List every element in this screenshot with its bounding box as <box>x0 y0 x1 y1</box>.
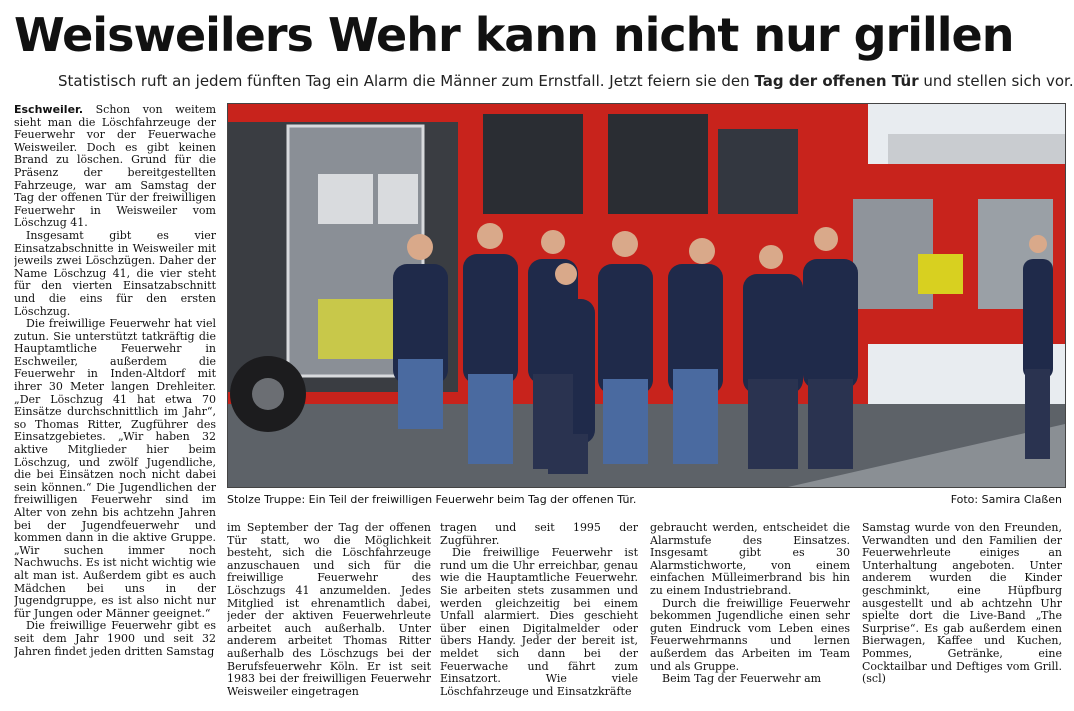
subheadline-text: Statistisch ruft an jedem fünften Tag ein Alarm die Männer zum Ernstfall. Jetzt feiern sie den <box>58 72 755 90</box>
paragraph: Samstag wurde von den Freunden, Verwandten und den Familien der Feuerwehrleute einiges an Unterhaltung angeboten. Unter anderem wurden die Kinder geschminkt, eine Hüpfburg ausgestellt und ab achtzehn Uhr spielte dort die Live-Band „The Surprise“. Es gab außerdem einen Bierwagen, Kaffee und Kuchen, Pommes, Getränke, eine Cocktailbar und Deftiges vom Grill. (scl) <box>862 522 1062 686</box>
subheadline <box>58 70 1074 92</box>
paragraph: Die freiwillige Feuerwehr hat viel zutun. Sie unterstützt tatkräftig die Hauptamtliche Feuerwehr in Eschweiler, außerdem die Feuerwehr in Inden-Altdorf mit ihrer 30 Meter langen Drehleiter. „Der Löschzug 41 hat etwa 70 Einsätze durchschnittlich im Jahr“, so Thomas Ritter, Zugführer des Einsatzgebietes. „Wir haben 32 aktive Mitglieder hier beim Löschzug, und zwölf Jugendliche, die bei Einsätzen noch nicht dabei sein können.“ Die Jugendlichen der freiwilligen Feuerwehr sind im Alter von zehn bis achtzehn Jahren bei der Jugendfeuerwehr und kommen dann in die aktive Gruppe. „Wir suchen immer noch Nachwuchs. Es ist nicht wichtig wie alt man ist. Außerdem gibt es auch Mädchen bei uns in der Jugendgruppe, es ist also nicht nur für Jungen oder Männer geeignet.“ <box>14 317 216 620</box>
paragraph: Die freiwillige Feuerwehr gibt es seit dem Jahr 1900 und seit 32 Jahren findet jeden dritten Samstag <box>14 619 216 658</box>
paragraph: tragen und seit 1995 der Zugführer. <box>440 522 638 547</box>
paragraph: im September der Tag der offenen Tür statt, wo die Möglichkeit besteht, sich die Löschfahrzeuge anzuschauen und sich für die freiwillige Feuerwehr des Löschzugs 41 anzumelden. Jedes Mitglied ist ehrenamtlich dabei, jeder der aktiven Feuerwehrleute arbeitet auch außerhalb. Unter anderem arbeitet Thomas Ritter außerhalb des Löschzugs bei der Berufsfeuerwehr Köln. Er ist seit 1983 bei der freiwilligen Feuerwehr Weisweiler eingetragen <box>227 522 431 698</box>
article-column-5 <box>862 522 1062 708</box>
paragraph: gebraucht werden, entscheidet die Alarmstufe des Einsatzes. Insgesamt gibt es 30 Alarmstichworte, von einem einfachen Mülleimerbrand bis hin zu einem Industriebrand. <box>650 522 850 597</box>
paragraph <box>14 104 216 230</box>
firefighters-photo <box>227 103 1066 488</box>
subheadline-bold: Tag der offenen Tür <box>754 72 919 90</box>
photo-caption: Stolze Truppe: Ein Teil der freiwilligen Feuerwehr beim Tag der offenen Tür. <box>227 493 637 506</box>
paragraph: Die freiwillige Feuerwehr ist rund um die Uhr erreichbar, genau wie die Hauptamtliche Feuerwehr. Sie arbeiten stets zusammen und werden gleichzeitig bei einem Unfall alarmiert. Dies geschieht über einen Digitalmelder oder übers Handy. Jeder der bereit ist, meldet sich dann bei der Feuerwache und fährt zum Einsatzort. Wie viele Löschfahrzeuge und Einsatzkräfte <box>440 546 638 698</box>
photo-caption-row <box>227 493 1062 507</box>
paragraph: Insgesamt gibt es vier Einsatzabschnitte in Weisweiler mit jeweils zwei Löschzügen. Daher der Name Löschzug 41, die vier steht für den vierten Einsatzabschnitt und die eins für den ersten Löschzug. <box>14 228 216 318</box>
article-column-4 <box>650 522 850 708</box>
article-column-2 <box>227 522 431 708</box>
photo-illustration <box>228 104 1065 487</box>
article-column-1 <box>14 104 216 708</box>
paragraph: Durch die freiwillige Feuerwehr bekommen Jugendliche einen sehr guten Eindruck vom Leben eines Feuerwehrmanns und lernen außerdem das Arbeiten im Team und als Gruppe. <box>650 596 850 673</box>
subheadline-text-end: und stellen sich vor. <box>918 72 1074 90</box>
paragraph: Beim Tag der Feuerwehr am <box>662 672 822 686</box>
dateline: Eschweiler. <box>14 104 84 116</box>
paragraph-text: Schon von weitem sieht man die Löschfahrzeuge der Feuerwehr vor der Feuerwache Weisweiler. Doch es gibt keinen Brand zu löschen. Grund für die Präsenz der bereitgestellten Fahrzeuge, war am Samstag der Tag der offenen Tür der freiwilligen Feuerwehr in Weisweiler vom Löschzug 41. <box>14 104 216 230</box>
photo-credit: Foto: Samira Claßen <box>950 493 1062 506</box>
headline: Weisweilers Wehr kann nicht nur grillen <box>14 8 1014 62</box>
article-column-3 <box>440 522 638 708</box>
